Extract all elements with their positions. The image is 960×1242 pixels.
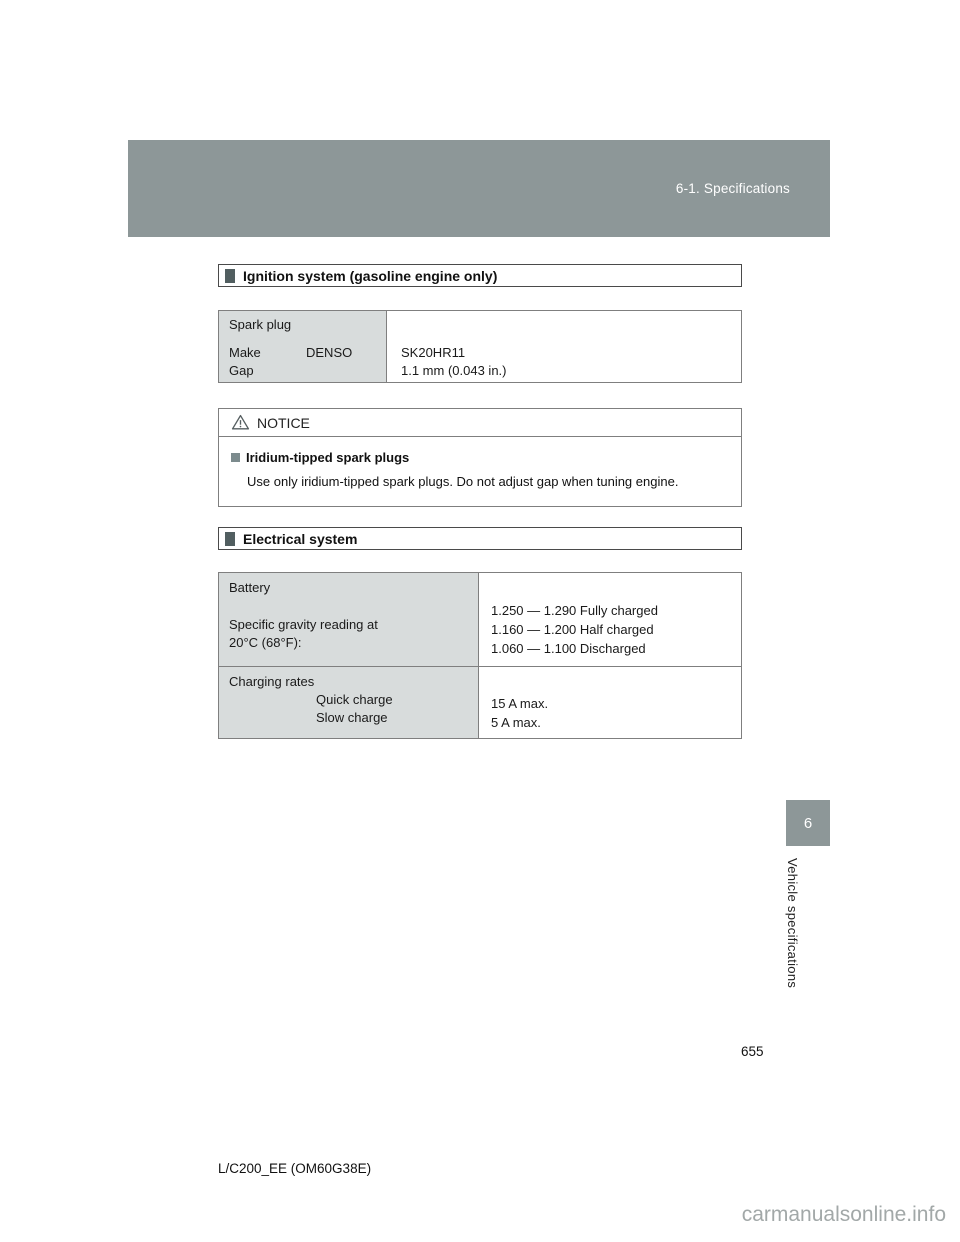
spark-plug-gap-value: 1.1 mm (0.043 in.) bbox=[401, 363, 507, 378]
spark-plug-make-value: DENSO bbox=[306, 345, 353, 360]
notice-body bbox=[219, 437, 741, 489]
spark-plug-header: Spark plug bbox=[229, 317, 292, 332]
notice-title: NOTICE bbox=[257, 414, 310, 431]
charging-right-cell bbox=[479, 667, 741, 738]
battery-header: Battery bbox=[229, 580, 271, 595]
spark-plug-code: SK20HR11 bbox=[401, 345, 466, 360]
chapter-number: 6 bbox=[803, 814, 813, 832]
battery-value-discharged: 1.060 — 1.100 Discharged bbox=[491, 641, 646, 656]
document-code: L/C200_EE (OM60G38E) bbox=[218, 1161, 372, 1176]
spark-plug-gap-label: Gap bbox=[229, 363, 254, 378]
battery-condition-line2: 20°C (68°F): bbox=[229, 635, 302, 650]
notice-item-body: Use only iridium-tipped spark plugs. Do not adjust gap when tuning engine. bbox=[247, 474, 679, 489]
spark-plug-make-label: Make bbox=[229, 345, 261, 360]
section-title-text-electrical: Electrical system bbox=[243, 530, 358, 547]
spark-plug-table-left-cell bbox=[219, 311, 387, 382]
charging-slow-label: Slow charge bbox=[316, 710, 388, 725]
notice-item-title: Iridium-tipped spark plugs bbox=[246, 450, 410, 465]
square-bullet-icon bbox=[231, 453, 240, 462]
battery-right-cell bbox=[479, 573, 741, 666]
battery-row bbox=[219, 573, 741, 666]
battery-condition-line1: Specific gravity reading at bbox=[229, 617, 378, 632]
notice-box bbox=[218, 408, 742, 507]
charging-left-cell bbox=[219, 667, 479, 738]
charging-header: Charging rates bbox=[229, 674, 315, 689]
chapter-tab bbox=[786, 800, 830, 846]
charging-quick-value: 15 A max. bbox=[491, 696, 549, 711]
section-accent-icon bbox=[225, 532, 235, 546]
warning-triangle-icon bbox=[231, 413, 250, 432]
battery-value-half-charged: 1.160 — 1.200 Half charged bbox=[491, 622, 654, 637]
charging-quick-label: Quick charge bbox=[316, 692, 393, 707]
page-header-band bbox=[128, 140, 830, 237]
battery-condition bbox=[229, 616, 468, 652]
charging-rates-row bbox=[219, 666, 741, 738]
notice-item-title-row bbox=[231, 450, 727, 465]
section-title-text-ignition: Ignition system (gasoline engine only) bbox=[243, 267, 498, 284]
electrical-table bbox=[218, 572, 742, 739]
section-title-ignition bbox=[218, 264, 742, 287]
charging-slow-value: 5 A max. bbox=[491, 715, 541, 730]
spark-plug-table-right-cell bbox=[387, 311, 741, 382]
battery-value-fully-charged: 1.250 — 1.290 Fully charged bbox=[491, 603, 658, 618]
breadcrumb: 6-1. Specifications bbox=[675, 181, 790, 196]
section-title-electrical bbox=[218, 527, 742, 550]
spark-plug-table bbox=[218, 310, 742, 383]
battery-left-cell bbox=[219, 573, 479, 666]
spark-plug-make-row bbox=[229, 344, 376, 362]
page-number: 655 bbox=[741, 1044, 764, 1059]
section-accent-icon bbox=[225, 269, 235, 283]
notice-title-bar bbox=[219, 409, 741, 437]
chapter-label-vertical: Vehicle specifications bbox=[785, 858, 800, 989]
watermark-text: carmanualsonline.info bbox=[741, 1203, 946, 1226]
